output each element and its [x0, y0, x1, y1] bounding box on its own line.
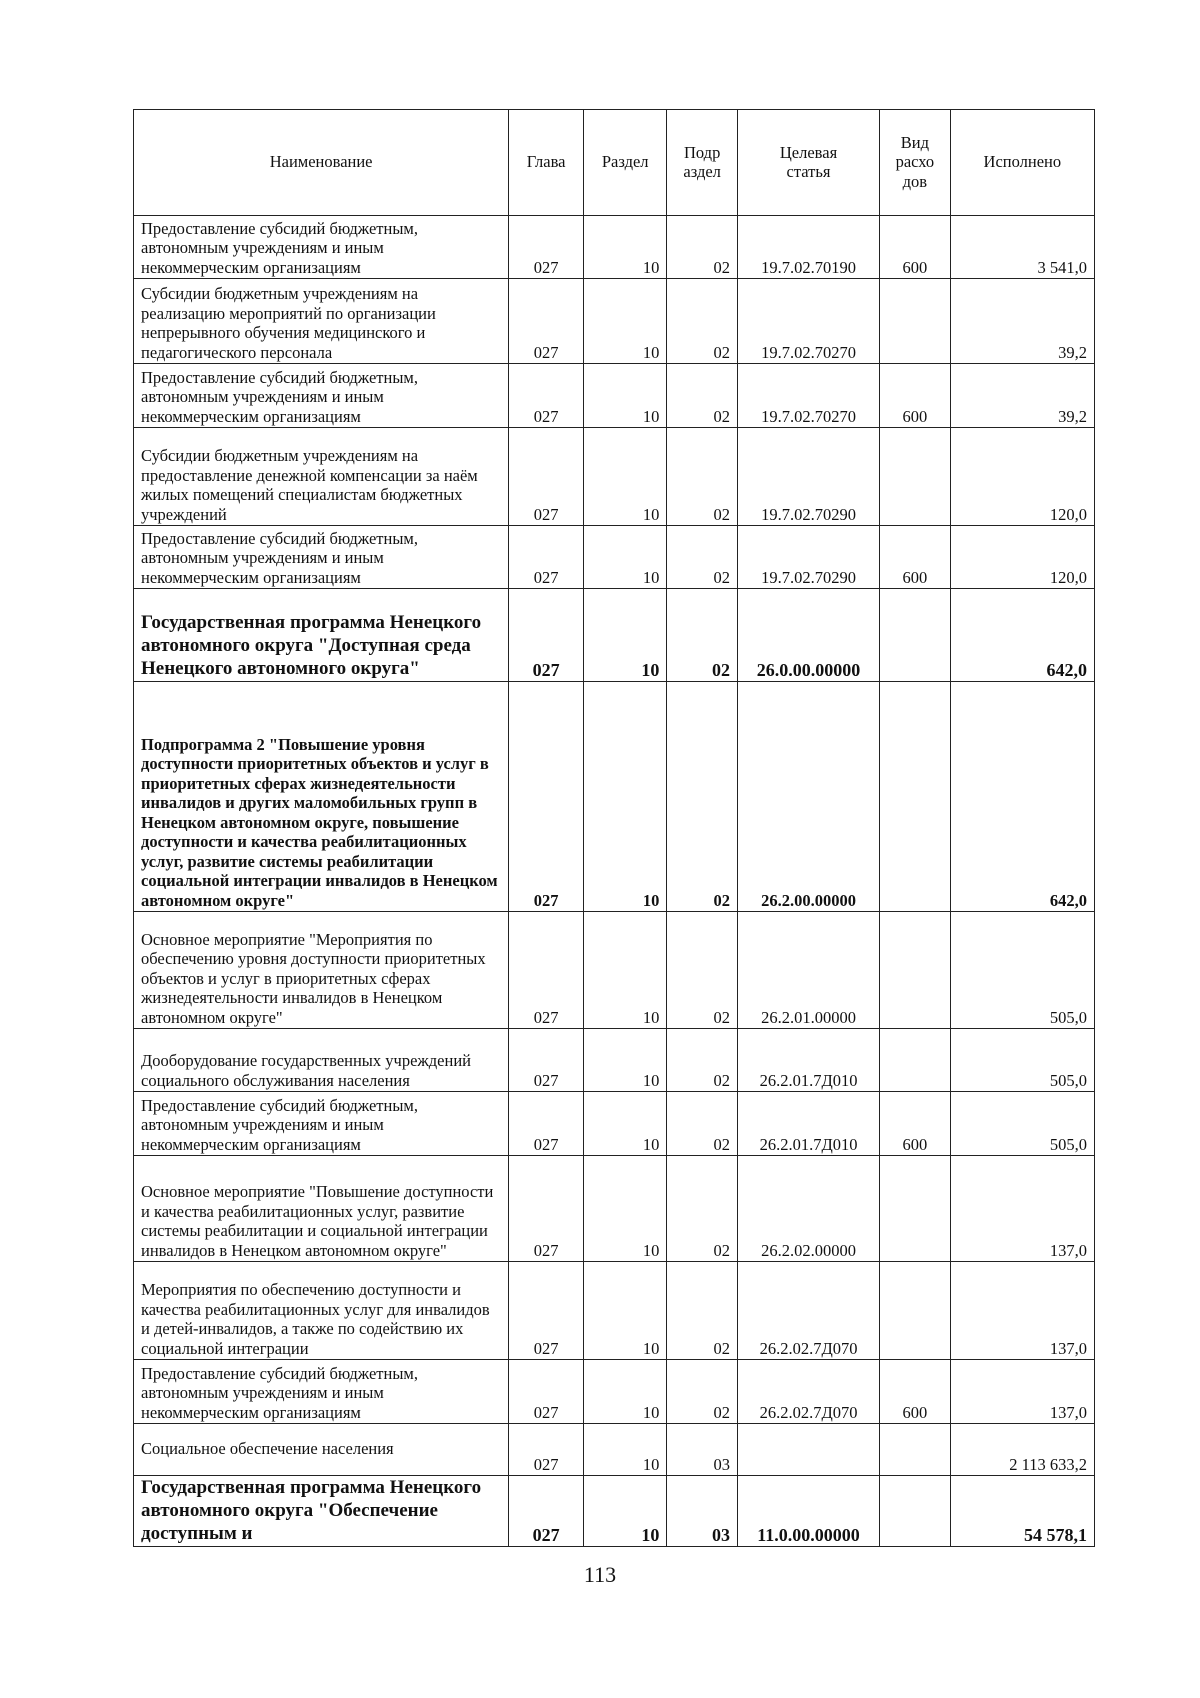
- row-chapter: 027: [509, 1156, 584, 1262]
- row-chapter: 027: [509, 428, 584, 526]
- row-section: 10: [584, 1156, 667, 1262]
- row-name: Предоставление субсидий бюджетным, автономным учреждениям и иным некоммерческим организациям: [134, 364, 509, 428]
- row-subsection: 02: [667, 589, 738, 682]
- table-row: [134, 912, 1095, 1029]
- row-name: Подпрограмма 2 "Повышение уровня доступности приоритетных объектов и услуг в приоритетных сферах жизнедеятельности инвалидов и других маломобильных групп в Ненецком автономном округе, повышение доступности и качества реабилитационных услуг, развитие системы реабилитации социальной интеграции инвалидов в Ненецком автономном округе": [134, 682, 509, 912]
- row-chapter: 027: [509, 912, 584, 1029]
- row-subsection: 02: [667, 526, 738, 589]
- row-section: 10: [584, 526, 667, 589]
- row-section: 10: [584, 216, 667, 279]
- row-target: 26.2.01.7Д010: [737, 1092, 879, 1156]
- row-type: [880, 428, 951, 526]
- row-target: 26.2.00.00000: [737, 682, 879, 912]
- row-amount: 120,0: [950, 428, 1094, 526]
- row-type: [880, 1262, 951, 1360]
- row-name: Субсидии бюджетным учреждениям на реализацию мероприятий по организации непрерывного обучения медицинского и педагогического персонала: [134, 279, 509, 364]
- row-section: 10: [584, 589, 667, 682]
- budget-table: [133, 109, 1095, 1547]
- row-name: Основное мероприятие "Мероприятия по обеспечению уровня доступности приоритетных объектов и услуг в приоритетных сферах жизнедеятельности инвалидов в Ненецком автономном округе": [134, 912, 509, 1029]
- row-amount: 137,0: [950, 1156, 1094, 1262]
- header-name: Наименование: [134, 110, 509, 216]
- row-amount: 39,2: [950, 279, 1094, 364]
- row-subsection: 03: [667, 1476, 738, 1547]
- row-target: 19.7.02.70270: [737, 279, 879, 364]
- table-row: [134, 1029, 1095, 1092]
- row-subsection: 02: [667, 912, 738, 1029]
- row-name: Предоставление субсидий бюджетным, автономным учреждениям и иным некоммерческим организациям: [134, 526, 509, 589]
- row-target: 19.7.02.70290: [737, 526, 879, 589]
- row-name: Мероприятия по обеспечению доступности и качества реабилитационных услуг для инвалидов и детей-инвалидов, а также по содействию их социальной интеграции: [134, 1262, 509, 1360]
- row-target: 19.7.02.70190: [737, 216, 879, 279]
- row-amount: 39,2: [950, 364, 1094, 428]
- row-subsection: 02: [667, 428, 738, 526]
- row-target: 26.2.02.7Д070: [737, 1262, 879, 1360]
- row-type: 600: [880, 1360, 951, 1424]
- row-chapter: 027: [509, 682, 584, 912]
- row-type: [880, 682, 951, 912]
- row-target: 26.2.01.7Д010: [737, 1029, 879, 1092]
- row-subsection: 02: [667, 364, 738, 428]
- row-type: [880, 1156, 951, 1262]
- row-target: 26.0.00.00000: [737, 589, 879, 682]
- row-chapter: 027: [509, 279, 584, 364]
- row-name: Дооборудование государственных учреждений социального обслуживания населения: [134, 1029, 509, 1092]
- table-row: [134, 1262, 1095, 1360]
- table-row: [134, 216, 1095, 279]
- header-chapter: Глава: [509, 110, 584, 216]
- row-subsection: 02: [667, 1262, 738, 1360]
- row-type: 600: [880, 1092, 951, 1156]
- row-type: 600: [880, 526, 951, 589]
- row-subsection: 03: [667, 1424, 738, 1476]
- row-target: 19.7.02.70290: [737, 428, 879, 526]
- table-row: [134, 1156, 1095, 1262]
- row-amount: 120,0: [950, 526, 1094, 589]
- row-section: 10: [584, 1029, 667, 1092]
- row-subsection: 02: [667, 216, 738, 279]
- table-row: [134, 279, 1095, 364]
- table-row: [134, 1360, 1095, 1424]
- row-subsection: 02: [667, 682, 738, 912]
- row-amount: 642,0: [950, 589, 1094, 682]
- row-chapter: 027: [509, 526, 584, 589]
- row-subsection: 02: [667, 1092, 738, 1156]
- header-subsection: Подр аздел: [667, 110, 738, 216]
- row-section: 10: [584, 912, 667, 1029]
- row-amount: 54 578,1: [950, 1476, 1094, 1547]
- row-section: 10: [584, 364, 667, 428]
- row-section: 10: [584, 682, 667, 912]
- row-name: Основное мероприятие "Повышение доступности и качества реабилитационных услуг, развитие системы реабилитации и социальной интеграции инвалидов в Ненецком автономном округе": [134, 1156, 509, 1262]
- table-row: [134, 1424, 1095, 1476]
- header-section: Раздел: [584, 110, 667, 216]
- table-row: [134, 526, 1095, 589]
- row-amount: 642,0: [950, 682, 1094, 912]
- row-amount: 3 541,0: [950, 216, 1094, 279]
- row-type: [880, 279, 951, 364]
- row-chapter: 027: [509, 589, 584, 682]
- row-target: 26.2.01.00000: [737, 912, 879, 1029]
- row-name: Государственная программа Ненецкого автономного округа "Обеспечение доступным и: [134, 1476, 509, 1547]
- header-type: Вид расхо дов: [880, 110, 951, 216]
- row-section: 10: [584, 428, 667, 526]
- row-type: [880, 589, 951, 682]
- table-row: [134, 428, 1095, 526]
- row-amount: 505,0: [950, 912, 1094, 1029]
- row-amount: 505,0: [950, 1092, 1094, 1156]
- row-type: 600: [880, 364, 951, 428]
- row-chapter: 027: [509, 1360, 584, 1424]
- row-name: Социальное обеспечение населения: [134, 1424, 509, 1476]
- row-target: 11.0.00.00000: [737, 1476, 879, 1547]
- row-chapter: 027: [509, 1476, 584, 1547]
- row-amount: 505,0: [950, 1029, 1094, 1092]
- row-name: Предоставление субсидий бюджетным, автономным учреждениям и иным некоммерческим организациям: [134, 1092, 509, 1156]
- table-row: [134, 364, 1095, 428]
- row-type: [880, 1029, 951, 1092]
- row-amount: 2 113 633,2: [950, 1424, 1094, 1476]
- row-name: Государственная программа Ненецкого автономного округа "Доступная среда Ненецкого автономного округа": [134, 589, 509, 682]
- table-row: [134, 1476, 1095, 1547]
- table-row: [134, 1092, 1095, 1156]
- row-chapter: 027: [509, 364, 584, 428]
- row-section: 10: [584, 1360, 667, 1424]
- table-row: [134, 589, 1095, 682]
- row-type: [880, 1476, 951, 1547]
- row-section: 10: [584, 1476, 667, 1547]
- header-executed: Исполнено: [950, 110, 1094, 216]
- row-section: 10: [584, 1092, 667, 1156]
- row-name: Субсидии бюджетным учреждениям на предоставление денежной компенсации за наём жилых помещений специалистам бюджетных учреждений: [134, 428, 509, 526]
- row-subsection: 02: [667, 1156, 738, 1262]
- row-amount: 137,0: [950, 1262, 1094, 1360]
- row-subsection: 02: [667, 1029, 738, 1092]
- row-name: Предоставление субсидий бюджетным, автономным учреждениям и иным некоммерческим организациям: [134, 1360, 509, 1424]
- row-section: 10: [584, 1424, 667, 1476]
- header-row: [134, 110, 1095, 216]
- row-amount: 137,0: [950, 1360, 1094, 1424]
- row-chapter: 027: [509, 1262, 584, 1360]
- table-row: [134, 682, 1095, 912]
- row-section: 10: [584, 1262, 667, 1360]
- row-type: [880, 1424, 951, 1476]
- row-target: 26.2.02.00000: [737, 1156, 879, 1262]
- row-section: 10: [584, 279, 667, 364]
- header-target: Целевая статья: [737, 110, 879, 216]
- row-target: 26.2.02.7Д070: [737, 1360, 879, 1424]
- row-target: 19.7.02.70270: [737, 364, 879, 428]
- row-type: [880, 912, 951, 1029]
- row-chapter: 027: [509, 1424, 584, 1476]
- row-chapter: 027: [509, 1092, 584, 1156]
- row-name: Предоставление субсидий бюджетным, автономным учреждениям и иным некоммерческим организациям: [134, 216, 509, 279]
- page-number: 113: [583, 1562, 617, 1587]
- row-subsection: 02: [667, 279, 738, 364]
- row-chapter: 027: [509, 1029, 584, 1092]
- row-target: [737, 1424, 879, 1476]
- row-subsection: 02: [667, 1360, 738, 1424]
- row-type: 600: [880, 216, 951, 279]
- row-chapter: 027: [509, 216, 584, 279]
